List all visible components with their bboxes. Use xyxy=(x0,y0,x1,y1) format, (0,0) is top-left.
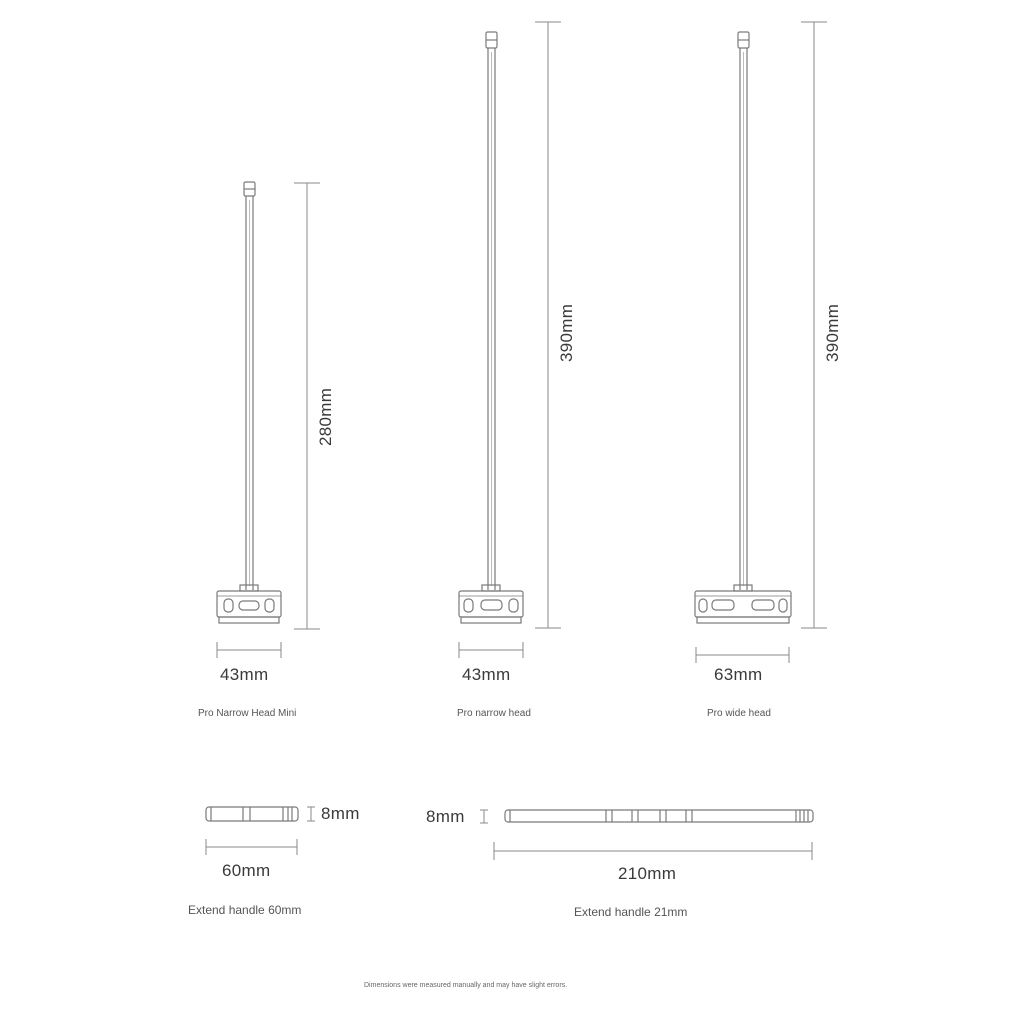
narrow-head-height-label: 390mm xyxy=(557,303,576,362)
handle-60mm-caption: Extend handle 60mm xyxy=(188,903,302,917)
narrow-head-caption: Pro narrow head xyxy=(457,708,531,719)
measurement-footnote: Dimensions were measured manually and may have slight errors. xyxy=(364,982,568,989)
narrow-head-mini-height-label: 280mm xyxy=(316,387,335,446)
handle-210mm-length-label: 210mm xyxy=(618,864,677,883)
extend-handle-210mm xyxy=(505,810,813,822)
handle-60mm-length-label: 60mm xyxy=(222,861,271,880)
narrow-head-width-dimension xyxy=(459,642,523,658)
handle-210mm-diameter-label: 8mm xyxy=(426,807,465,826)
narrow-head-mini-width-dimension xyxy=(217,642,281,658)
narrow-head-tool xyxy=(459,32,523,623)
handle-210mm-caption: Extend handle 21mm xyxy=(574,905,688,919)
narrow-head-mini-tool xyxy=(217,182,281,623)
wide-head-width-label: 63mm xyxy=(714,665,763,684)
handle-210mm-length-dimension xyxy=(494,842,812,860)
handle-60mm-length-dimension xyxy=(206,839,297,855)
extend-handle-60mm xyxy=(206,807,298,821)
wide-head-height-label: 390mm xyxy=(823,303,842,362)
wide-head-width-dimension xyxy=(696,647,789,663)
narrow-head-mini-caption: Pro Narrow Head Mini xyxy=(198,708,297,719)
handle-60mm-diameter-dimension xyxy=(307,807,315,821)
wide-head-caption: Pro wide head xyxy=(707,708,771,719)
handle-60mm-diameter-label: 8mm xyxy=(321,804,360,823)
wide-head-tool xyxy=(695,32,791,623)
narrow-head-width-label: 43mm xyxy=(462,665,511,684)
narrow-head-mini-width-label: 43mm xyxy=(220,665,269,684)
handle-210mm-diameter-dimension xyxy=(480,810,488,823)
